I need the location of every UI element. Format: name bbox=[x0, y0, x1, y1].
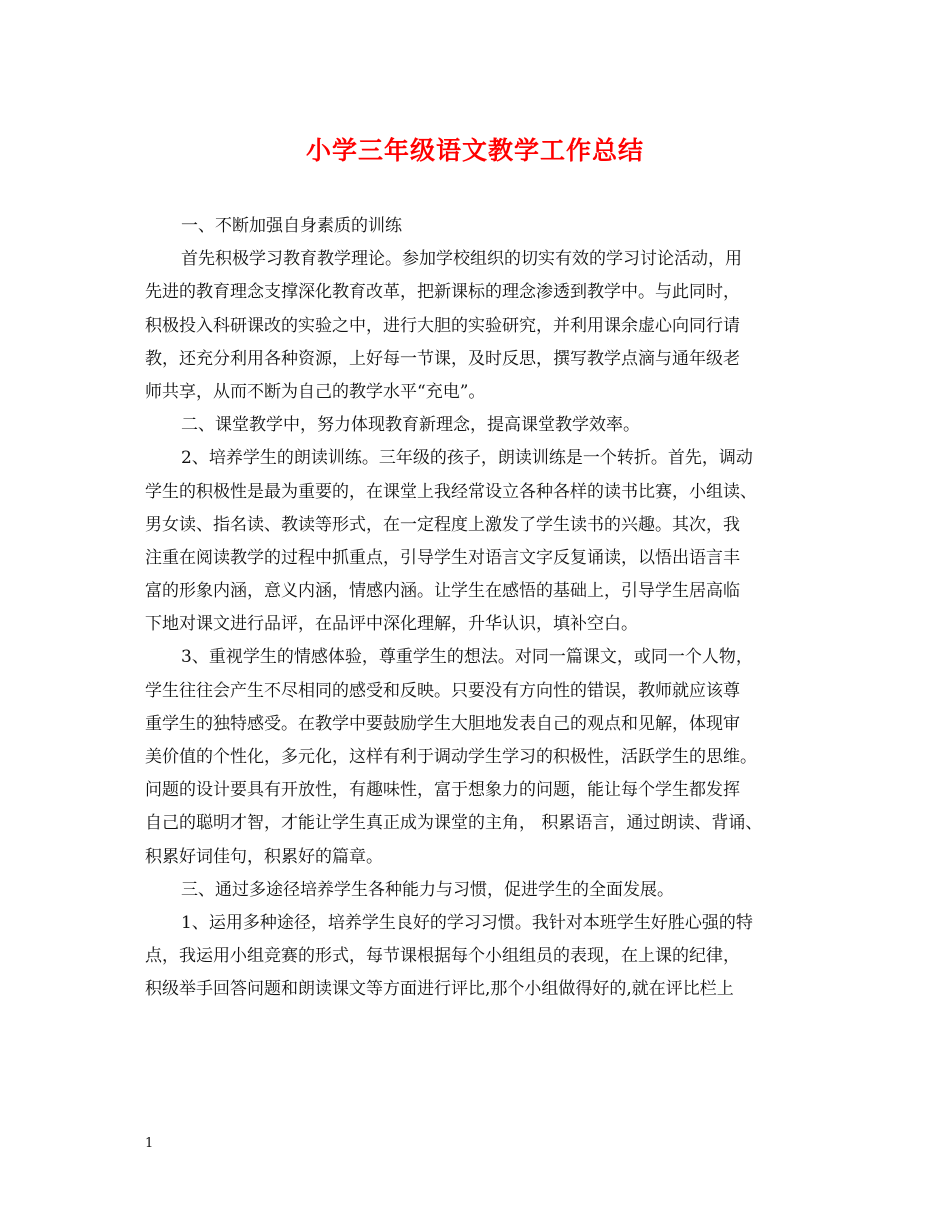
text-line: 美价值的个性化，多元化，这样有利于调动学生学习的积极性，活跃学生的思维。 bbox=[145, 747, 757, 767]
text-line: 3、重视学生的情感体验，尊重学生的想法。对同一篇课文，或同一个人物， bbox=[181, 647, 753, 668]
text-line: 学生的积极性是最为重要的，在课堂上我经常设立各种各样的读书比赛，小组读、 bbox=[145, 481, 757, 502]
text-line: 自己的聪明才智，才能让学生真正成为课堂的主角， 积累语言，通过朗读、背诵、 bbox=[145, 813, 763, 834]
text-line: 二、课堂教学中，努力体现教育新理念，提高课堂教学效率。 bbox=[181, 415, 640, 436]
document-body bbox=[145, 210, 835, 1007]
text-line: 2、培养学生的朗读训练。三年级的孩子，朗读训练是一个转折。首先，调动 bbox=[181, 448, 753, 469]
text-line: 积累好词佳句，积累好的篇章。 bbox=[145, 846, 383, 867]
text-line: 师共享，从而不断为自己的教学水平“充电”。 bbox=[145, 381, 486, 402]
text-line: 教，还充分利用各种资源，上好每一节课，及时反思，撰写教学点滴与通年级老 bbox=[145, 348, 740, 369]
text-line: 首先积极学习教育教学理论。参加学校组织的切实有效的学习讨论活动，用 bbox=[181, 249, 742, 270]
document-title: 小学三年级语文教学工作总结 bbox=[305, 136, 644, 165]
text-line: 1、运用多种途径，培养学生良好的学习习惯。我针对本班学生好胜心强的特 bbox=[181, 912, 753, 933]
text-line: 男女读、指名读、教读等形式，在一定程度上激发了学生读书的兴趣。其次，我 bbox=[145, 514, 740, 535]
text-line: 注重在阅读教学的过程中抓重点，引导学生对语言文字反复诵读，以悟出语言丰 bbox=[145, 547, 740, 568]
text-line: 一、不断加强自身素质的训练 bbox=[181, 216, 402, 236]
text-line: 重学生的独特感受。在教学中要鼓励学生大胆地发表自己的观点和见解，体现审 bbox=[145, 713, 740, 734]
page-number: 1 bbox=[145, 1136, 154, 1151]
text-line: 下地对课文进行品评，在品评中深化理解，升华认识，填补空白。 bbox=[145, 614, 638, 635]
text-line: 富的形象内涵，意义内涵，情感内涵。让学生在感悟的基础上，引导学生居高临 bbox=[145, 581, 740, 602]
text-line: 问题的设计要具有开放性，有趣味性，富于想象力的问题，能让每个学生都发挥 bbox=[145, 780, 740, 801]
text-line: 三、通过多途径培养学生各种能力与习惯，促进学生的全面发展。 bbox=[181, 879, 674, 900]
text-line: 积极投入科研课改的实验之中，进行大胆的实验研究，并利用课余虚心向同行请 bbox=[145, 315, 740, 336]
text-line: 学生往往会产生不尽相同的感受和反映。只要没有方向性的错误，教师就应该尊 bbox=[145, 680, 740, 701]
text-line: 点，我运用小组竞赛的形式，每节课根据每个小组组员的表现，在上课的纪律， bbox=[145, 946, 740, 967]
text-line: 积级举手回答问题和朗读课文等方面进行评比,那个小组做得好的,就在评比栏上 bbox=[145, 979, 734, 1000]
text-line: 先进的教育理念支撑深化教育改革，把新课标的理念渗透到教学中。与此同时， bbox=[145, 282, 740, 303]
